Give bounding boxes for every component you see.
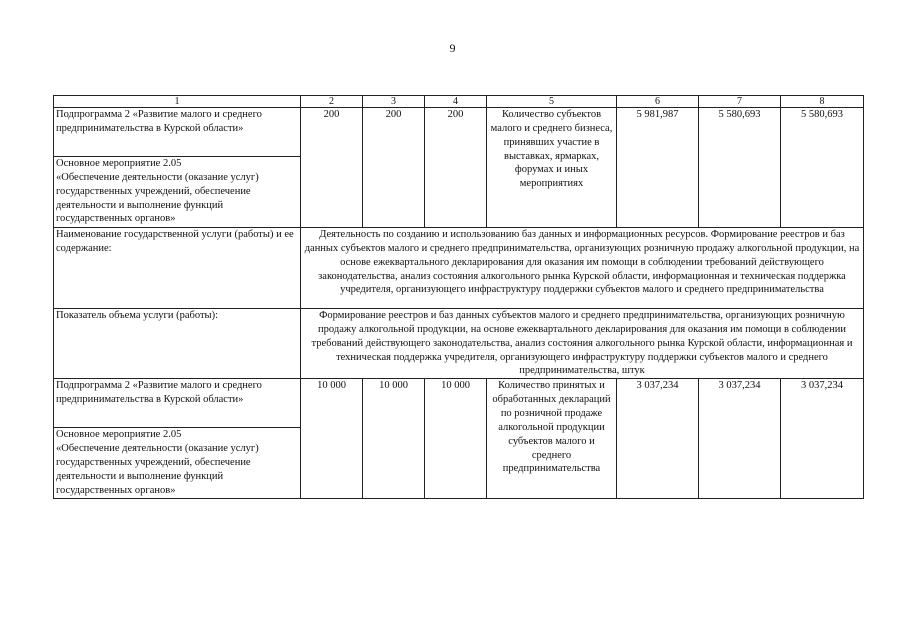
service-row — [54, 228, 864, 309]
value-cell: 10 000 — [363, 379, 425, 499]
header-cell: 5 — [487, 96, 617, 108]
program-table — [53, 95, 864, 499]
indicator-cell: Количество субъектов малого и среднего бизнеса, принявших участие в выставках, ярмарках, форумах и иных мероприятиях — [487, 108, 617, 228]
measure-cell: Основное мероприятие 2.05 «Обеспечение деятельности (оказание услуг) государственных учреждений, обеспечение деятельности и выполнение функций государственных органов» — [54, 428, 301, 499]
page-number: 9 — [449, 41, 456, 55]
indicator-cell: Количество принятых и обработанных деклараций по розничной продаже алкогольной продукции субъектов малого и среднего предпринимательства — [487, 379, 617, 499]
value-cell: 5 580,693 — [699, 108, 781, 228]
table-row — [54, 108, 864, 157]
value-cell: 3 037,234 — [617, 379, 699, 499]
value-cell: 3 037,234 — [699, 379, 781, 499]
volume-label: Показатель объема услуги (работы): — [54, 309, 301, 379]
table-row — [54, 379, 864, 428]
header-cell: 3 — [363, 96, 425, 108]
value-cell: 10 000 — [425, 379, 487, 499]
header-cell: 4 — [425, 96, 487, 108]
measure-cell: Основное мероприятие 2.05 «Обеспечение деятельности (оказание услуг) государственных учреждений, обеспечение деятельности и выполнение функций государственных органов» — [54, 157, 301, 228]
subprogram-text: Подпрограмма 2 «Развитие малого и среднего предпринимательства в Курской области» — [56, 380, 262, 406]
header-cell: 8 — [781, 96, 864, 108]
volume-content: Формирование реестров и баз данных субъектов малого и среднего предпринимательства, организующих розничную продажу алкогольной продукции, на основе ежеквартального декларирования для оказания им помощи в соблюдении требований действующего законодательства, анализ состояния алкогольного рынка Курской области, информационная и техническая поддержка учредителя, организующего инфраструктуру поддержки субъектов малого и среднего предпринимательства, штук — [301, 309, 864, 379]
value-cell: 10 000 — [301, 379, 363, 499]
value-cell: 200 — [425, 108, 487, 228]
value-cell: 5 580,693 — [781, 108, 864, 228]
subprogram-cell — [54, 108, 301, 157]
header-cell: 1 — [54, 96, 301, 108]
value-cell: 5 981,987 — [617, 108, 699, 228]
header-cell: 7 — [699, 96, 781, 108]
header-cell: 6 — [617, 96, 699, 108]
header-row — [54, 96, 864, 108]
service-label: Наименование государственной услуги (работы) и ее содержание: — [54, 228, 301, 309]
subprogram-cell — [54, 379, 301, 428]
header-cell: 2 — [301, 96, 363, 108]
subprogram-text: Подпрограмма 2 «Развитие малого и среднего предпринимательства в Курской области» — [56, 109, 262, 134]
volume-row — [54, 309, 864, 379]
value-cell: 200 — [363, 108, 425, 228]
service-content: Деятельность по созданию и использованию баз данных и информационных ресурсов. Формирование реестров и баз данных субъектов малого и среднего предпринимательства, организующих розничную продажу алкогольной продукции, на основе ежеквартального декларирования для оказания им помощи в соблюдении требований действующего законодательства, анализ состояния алкогольного рынка Курской области, информационная и техническая поддержка учредителя, организующего инфраструктуру поддержки субъектов малого и среднего предпринимательства — [301, 228, 864, 309]
value-cell: 3 037,234 — [781, 379, 864, 499]
value-cell: 200 — [301, 108, 363, 228]
